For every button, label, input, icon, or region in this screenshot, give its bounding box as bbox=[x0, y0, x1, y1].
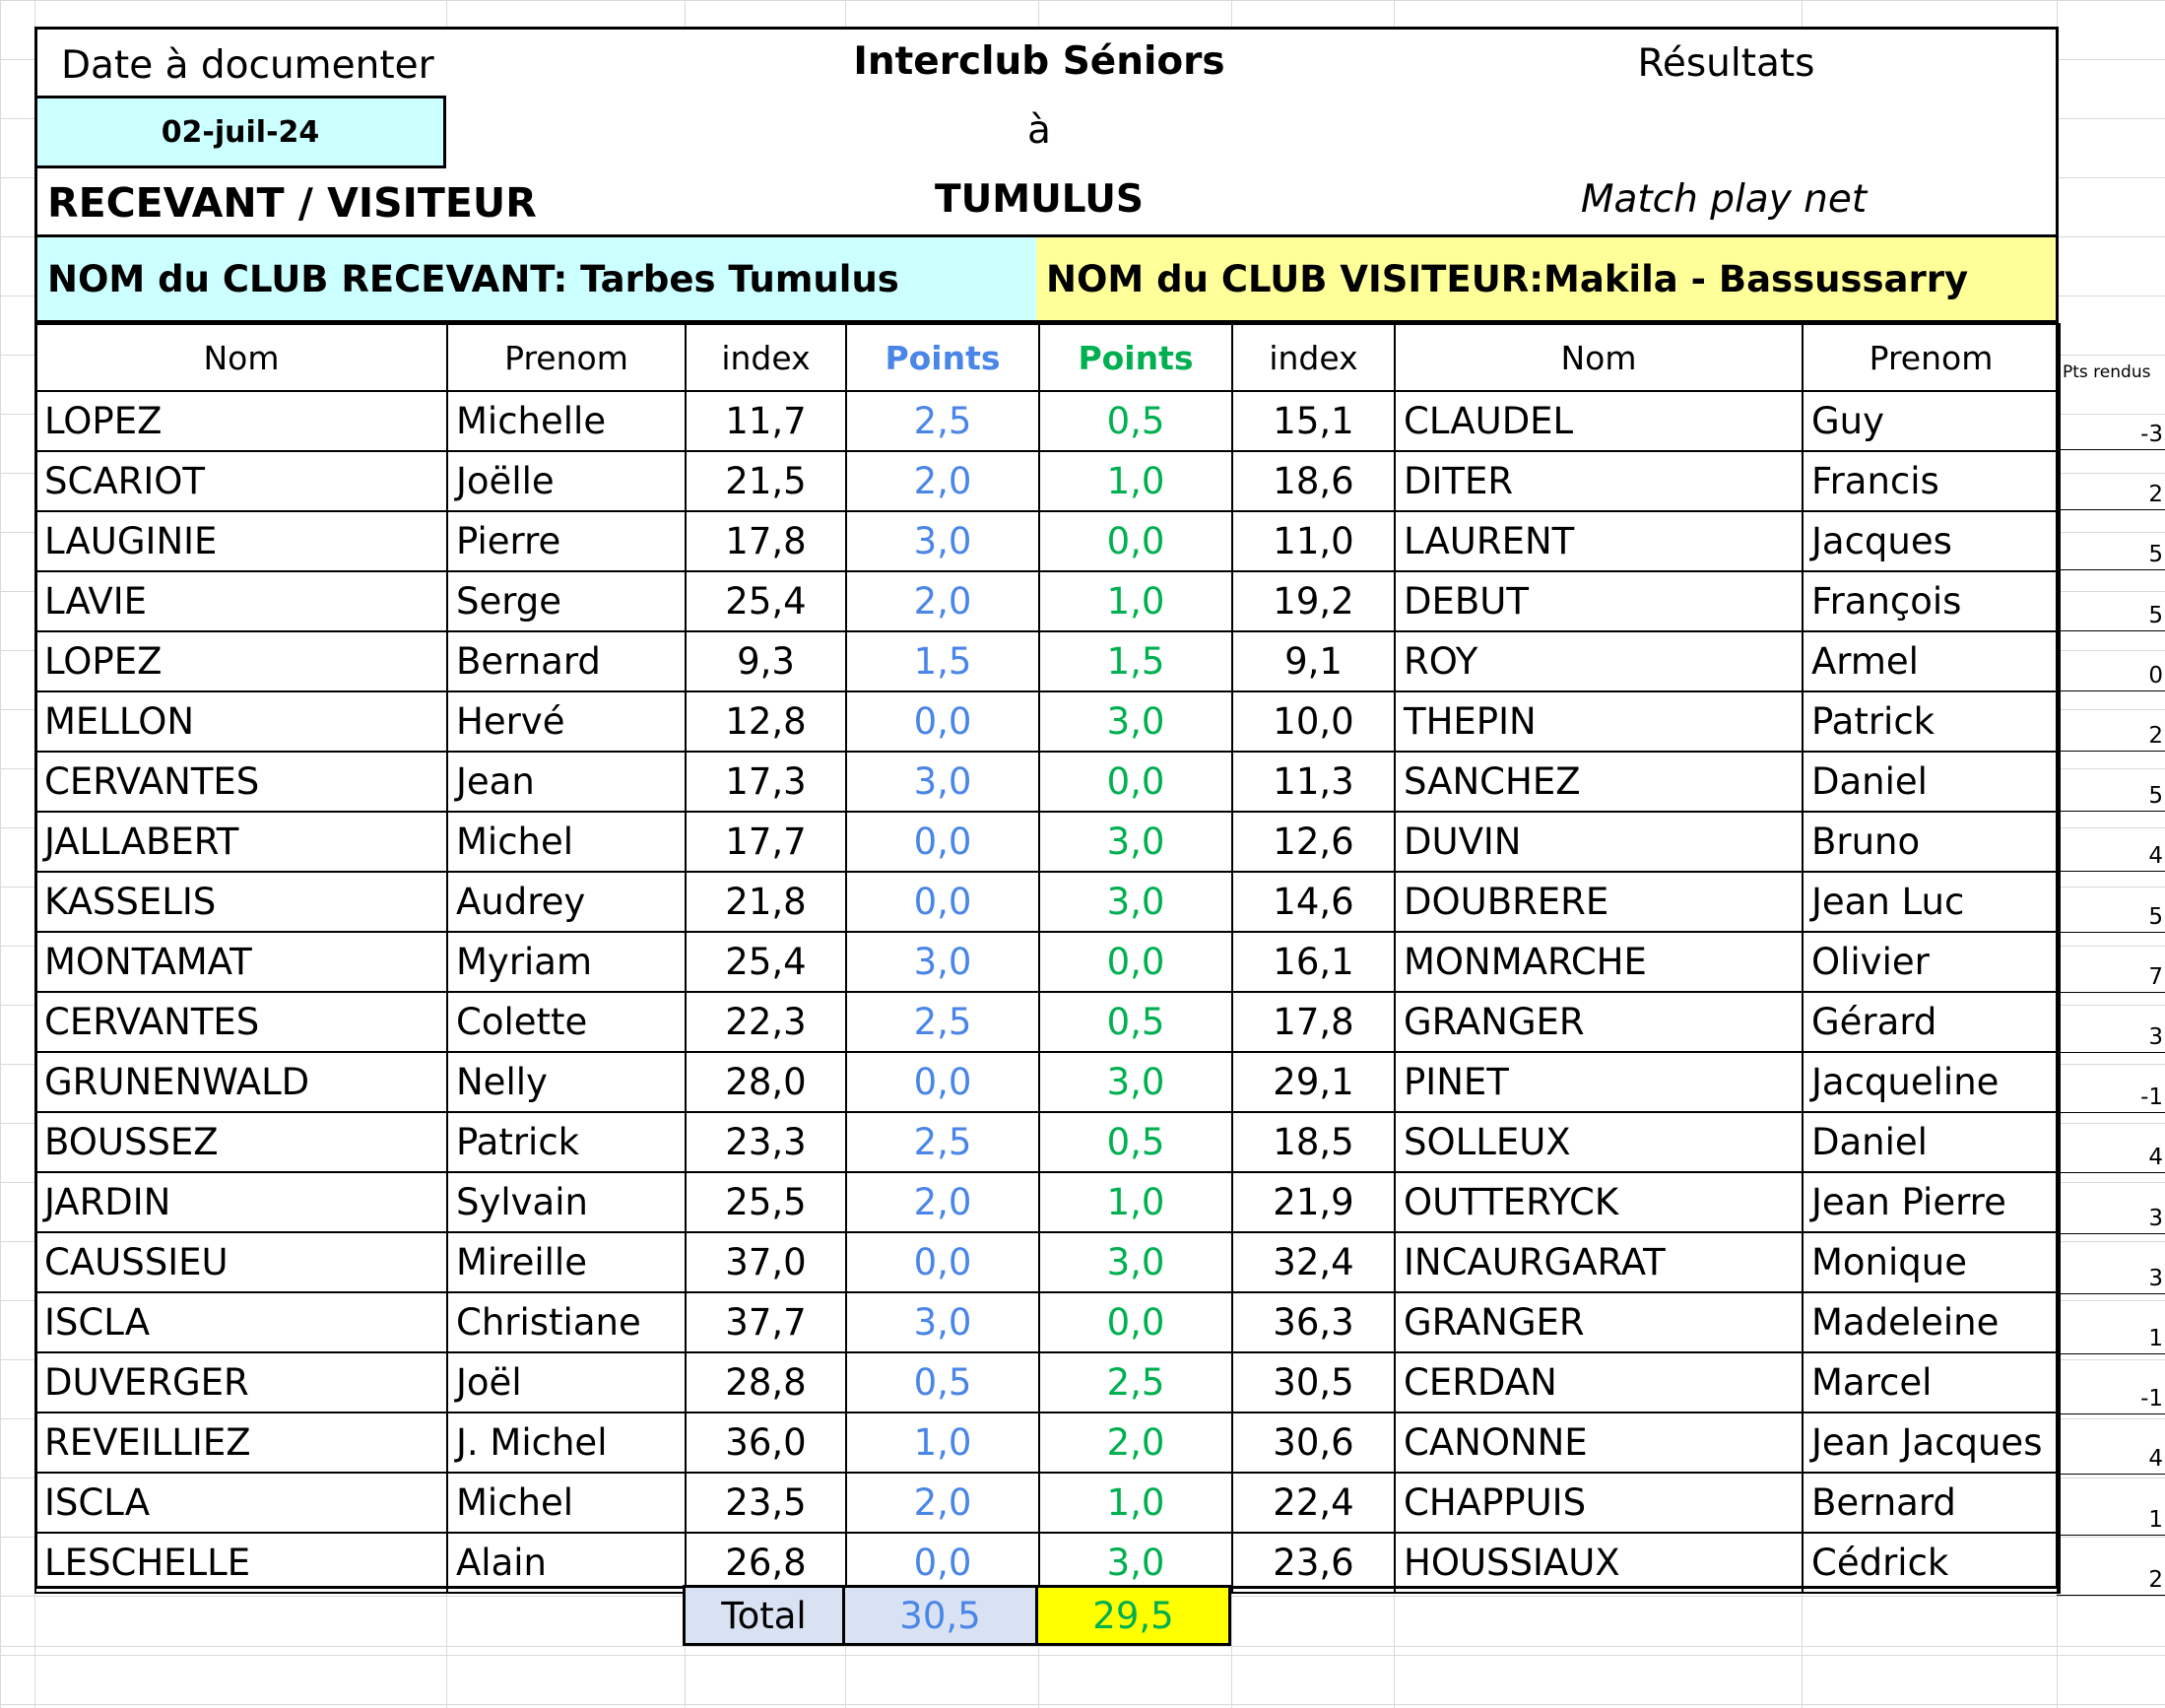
away-nom-cell[interactable]: DUVIN bbox=[1395, 812, 1803, 872]
home-points-cell[interactable]: 3,0 bbox=[846, 752, 1039, 812]
pts-rendus-cell[interactable]: 4 bbox=[2057, 812, 2165, 872]
home-index-cell[interactable]: 21,8 bbox=[686, 872, 846, 932]
total-away-points: 29,5 bbox=[1035, 1585, 1231, 1646]
pts-rendus-cell[interactable]: 5 bbox=[2057, 510, 2165, 570]
home-index-cell[interactable]: 17,3 bbox=[686, 752, 846, 812]
at-label: à bbox=[1027, 108, 1051, 153]
away-nom-cell[interactable]: INCAURGARAT bbox=[1395, 1232, 1803, 1292]
home-nom-cell[interactable]: LAVIE bbox=[35, 571, 447, 631]
away-points-cell[interactable]: 3,0 bbox=[1039, 1052, 1232, 1112]
away-index-cell[interactable]: 10,0 bbox=[1232, 691, 1395, 752]
pts-rendus-cell[interactable]: 3 bbox=[2057, 1234, 2165, 1294]
away-points-cell[interactable]: 3,0 bbox=[1039, 691, 1232, 752]
home-nom-cell[interactable]: JALLABERT bbox=[35, 812, 447, 872]
away-index-cell[interactable]: 18,6 bbox=[1232, 451, 1395, 511]
home-points-cell[interactable]: 2,5 bbox=[846, 992, 1039, 1052]
away-index-cell[interactable]: 29,1 bbox=[1232, 1052, 1395, 1112]
away-index-cell[interactable]: 30,6 bbox=[1232, 1412, 1395, 1473]
away-prenom-cell[interactable]: Monique bbox=[1803, 1232, 2060, 1292]
home-index-cell[interactable]: 21,5 bbox=[686, 451, 846, 511]
venue-label: TUMULUS bbox=[935, 177, 1144, 222]
away-prenom-cell[interactable]: François bbox=[1803, 571, 2060, 631]
away-index-cell[interactable]: 9,1 bbox=[1232, 631, 1395, 691]
col-header-away-nom: Nom bbox=[1395, 324, 1803, 391]
home-points-cell[interactable]: 0,5 bbox=[846, 1352, 1039, 1412]
home-points-cell[interactable]: 1,0 bbox=[846, 1412, 1039, 1473]
home-index-cell[interactable]: 25,4 bbox=[686, 571, 846, 631]
pts-rendus-cell[interactable]: -1 bbox=[2057, 1053, 2165, 1113]
away-points-cell[interactable]: 0,0 bbox=[1039, 752, 1232, 812]
away-index-cell[interactable]: 32,4 bbox=[1232, 1232, 1395, 1292]
table-row bbox=[35, 391, 2060, 451]
away-prenom-cell[interactable]: Jacqueline bbox=[1803, 1052, 2060, 1112]
table-row bbox=[35, 1412, 2060, 1473]
home-points-cell[interactable]: 2,5 bbox=[846, 1112, 1039, 1172]
away-prenom-cell[interactable]: Cédrick bbox=[1803, 1533, 2060, 1593]
away-prenom-cell[interactable]: Jacques bbox=[1803, 511, 2060, 571]
home-prenom-cell[interactable]: Sylvain bbox=[447, 1172, 686, 1232]
event-title: Interclub Séniors bbox=[853, 39, 1225, 84]
away-index-cell[interactable]: 19,2 bbox=[1232, 571, 1395, 631]
home-prenom-cell[interactable]: Michel bbox=[447, 812, 686, 872]
table-row bbox=[35, 752, 2060, 812]
home-prenom-cell[interactable]: Christiane bbox=[447, 1292, 686, 1352]
away-points-cell[interactable]: 3,0 bbox=[1039, 1232, 1232, 1292]
home-index-cell[interactable]: 17,8 bbox=[686, 511, 846, 571]
grid-line bbox=[0, 1646, 2165, 1647]
home-index-cell[interactable]: 37,0 bbox=[686, 1232, 846, 1292]
pts-rendus-cell[interactable]: 3 bbox=[2057, 993, 2165, 1053]
home-club-bar: NOM du CLUB RECEVANT: Tarbes Tumulus bbox=[34, 234, 1039, 323]
table-row bbox=[35, 872, 2060, 932]
home-index-cell[interactable]: 36,0 bbox=[686, 1412, 846, 1473]
away-prenom-cell[interactable]: Jean Pierre bbox=[1803, 1172, 2060, 1232]
format-label: Match play net bbox=[1580, 177, 1868, 222]
pts-rendus-cell[interactable]: 1 bbox=[2057, 1294, 2165, 1354]
home-nom-cell[interactable]: REVEILLIEZ bbox=[35, 1412, 447, 1473]
away-prenom-cell[interactable]: Marcel bbox=[1803, 1352, 2060, 1412]
home-points-cell[interactable]: 0,0 bbox=[846, 812, 1039, 872]
table-row bbox=[35, 1292, 2060, 1352]
pts-rendus-cell[interactable]: 5 bbox=[2057, 873, 2165, 933]
pts-rendus-cell[interactable]: 2 bbox=[2057, 450, 2165, 510]
home-index-cell[interactable]: 28,8 bbox=[686, 1352, 846, 1412]
away-points-cell[interactable]: 1,5 bbox=[1039, 631, 1232, 691]
home-points-cell[interactable]: 2,0 bbox=[846, 1172, 1039, 1232]
results-table bbox=[34, 323, 2061, 1594]
home-prenom-cell[interactable]: Jean bbox=[447, 752, 686, 812]
away-nom-cell[interactable]: SOLLEUX bbox=[1395, 1112, 1803, 1172]
home-nom-cell[interactable]: CERVANTES bbox=[35, 752, 447, 812]
results-label: Résultats bbox=[1637, 41, 1815, 86]
grid-line bbox=[0, 1704, 2165, 1705]
away-prenom-cell[interactable]: Bernard bbox=[1803, 1473, 2060, 1533]
home-nom-cell[interactable]: MELLON bbox=[35, 691, 447, 752]
away-points-cell[interactable]: 2,5 bbox=[1039, 1352, 1232, 1412]
home-points-cell[interactable]: 0,0 bbox=[846, 691, 1039, 752]
pts-rendus-cell[interactable]: -3 bbox=[2057, 390, 2165, 450]
table-header-row bbox=[35, 324, 2060, 391]
date-value-cell[interactable]: 02-juil-24 bbox=[34, 96, 446, 168]
home-index-cell[interactable]: 25,4 bbox=[686, 932, 846, 992]
away-nom-cell[interactable]: THEPIN bbox=[1395, 691, 1803, 752]
pts-rendus-column bbox=[2057, 390, 2165, 1592]
home-nom-cell[interactable]: JARDIN bbox=[35, 1172, 447, 1232]
table-row bbox=[35, 812, 2060, 872]
away-nom-cell[interactable]: CLAUDEL bbox=[1395, 391, 1803, 451]
pts-rendus-cell[interactable]: 4 bbox=[2057, 1113, 2165, 1173]
col-header-home-nom: Nom bbox=[35, 324, 447, 391]
away-nom-cell[interactable]: SANCHEZ bbox=[1395, 752, 1803, 812]
away-prenom-cell[interactable]: Jean Luc bbox=[1803, 872, 2060, 932]
away-nom-cell[interactable]: DEBUT bbox=[1395, 571, 1803, 631]
away-index-cell[interactable]: 22,4 bbox=[1232, 1473, 1395, 1533]
home-prenom-cell[interactable]: Pierre bbox=[447, 511, 686, 571]
home-index-cell[interactable]: 28,0 bbox=[686, 1052, 846, 1112]
home-prenom-cell[interactable]: Colette bbox=[447, 992, 686, 1052]
table-row bbox=[35, 992, 2060, 1052]
home-prenom-cell[interactable]: Michelle bbox=[447, 391, 686, 451]
home-prenom-cell[interactable]: Joël bbox=[447, 1352, 686, 1412]
table-row bbox=[35, 1112, 2060, 1172]
table-body bbox=[35, 391, 2060, 1593]
away-nom-cell[interactable]: GRANGER bbox=[1395, 992, 1803, 1052]
home-points-cell[interactable]: 0,0 bbox=[846, 1232, 1039, 1292]
away-prenom-cell[interactable]: Armel bbox=[1803, 631, 2060, 691]
home-nom-cell[interactable]: GRUNENWALD bbox=[35, 1052, 447, 1112]
away-points-cell[interactable]: 0,5 bbox=[1039, 1112, 1232, 1172]
away-prenom-cell[interactable]: Guy bbox=[1803, 391, 2060, 451]
away-points-cell[interactable]: 1,0 bbox=[1039, 451, 1232, 511]
away-points-cell[interactable]: 0,5 bbox=[1039, 992, 1232, 1052]
away-nom-cell[interactable]: MONMARCHE bbox=[1395, 932, 1803, 992]
home-prenom-cell[interactable]: Joëlle bbox=[447, 451, 686, 511]
away-nom-cell[interactable]: HOUSSIAUX bbox=[1395, 1533, 1803, 1593]
away-prenom-cell[interactable]: Jean Jacques bbox=[1803, 1412, 2060, 1473]
away-nom-cell[interactable]: DOUBRERE bbox=[1395, 872, 1803, 932]
pts-rendus-cell[interactable]: 5 bbox=[2057, 571, 2165, 631]
home-prenom-cell[interactable]: J. Michel bbox=[447, 1412, 686, 1473]
total-home-points: 30,5 bbox=[842, 1585, 1038, 1646]
home-index-cell[interactable]: 17,7 bbox=[686, 812, 846, 872]
away-prenom-cell[interactable]: Madeleine bbox=[1803, 1292, 2060, 1352]
away-points-cell[interactable]: 3,0 bbox=[1039, 1533, 1232, 1593]
home-points-cell[interactable]: 2,0 bbox=[846, 1473, 1039, 1533]
table-row bbox=[35, 1473, 2060, 1533]
away-points-cell[interactable]: 2,0 bbox=[1039, 1412, 1232, 1473]
table-row bbox=[35, 571, 2060, 631]
home-prenom-cell[interactable]: Serge bbox=[447, 571, 686, 631]
away-points-cell[interactable]: 1,0 bbox=[1039, 571, 1232, 631]
col-header-home-index: index bbox=[686, 324, 846, 391]
away-index-cell[interactable]: 21,9 bbox=[1232, 1172, 1395, 1232]
away-nom-cell[interactable]: DITER bbox=[1395, 451, 1803, 511]
away-points-cell[interactable]: 1,0 bbox=[1039, 1172, 1232, 1232]
home-prenom-cell[interactable]: Hervé bbox=[447, 691, 686, 752]
col-header-away-points: Points bbox=[1039, 324, 1232, 391]
away-points-cell[interactable]: 0,5 bbox=[1039, 391, 1232, 451]
home-points-cell[interactable]: 0,0 bbox=[846, 872, 1039, 932]
table-row bbox=[35, 932, 2060, 992]
away-prenom-cell[interactable]: Gérard bbox=[1803, 992, 2060, 1052]
pts-rendus-cell[interactable]: 1 bbox=[2057, 1476, 2165, 1536]
home-points-cell[interactable]: 2,5 bbox=[846, 391, 1039, 451]
home-nom-cell[interactable]: BOUSSEZ bbox=[35, 1112, 447, 1172]
pts-rendus-cell[interactable]: 2 bbox=[2057, 1536, 2165, 1596]
pts-rendus-cell[interactable]: 7 bbox=[2057, 933, 2165, 993]
home-nom-cell[interactable]: CAUSSIEU bbox=[35, 1232, 447, 1292]
away-index-cell[interactable]: 36,3 bbox=[1232, 1292, 1395, 1352]
table-row bbox=[35, 511, 2060, 571]
home-index-cell[interactable]: 11,7 bbox=[686, 391, 846, 451]
away-prenom-cell[interactable]: Patrick bbox=[1803, 691, 2060, 752]
table-row bbox=[35, 1352, 2060, 1412]
away-prenom-cell[interactable]: Bruno bbox=[1803, 812, 2060, 872]
col-header-away-index: index bbox=[1232, 324, 1395, 391]
away-index-cell[interactable]: 16,1 bbox=[1232, 932, 1395, 992]
home-index-cell[interactable]: 37,7 bbox=[686, 1292, 846, 1352]
table-row bbox=[35, 1232, 2060, 1292]
home-index-cell[interactable]: 25,5 bbox=[686, 1172, 846, 1232]
col-header-away-prenom: Prenom bbox=[1803, 324, 2060, 391]
home-nom-cell[interactable]: LOPEZ bbox=[35, 631, 447, 691]
away-index-cell[interactable]: 18,5 bbox=[1232, 1112, 1395, 1172]
away-points-cell[interactable]: 3,0 bbox=[1039, 812, 1232, 872]
home-index-cell[interactable]: 26,8 bbox=[686, 1533, 846, 1593]
home-points-cell[interactable]: 3,0 bbox=[846, 1292, 1039, 1352]
pts-rendus-cell[interactable]: 5 bbox=[2057, 752, 2165, 812]
away-club-bar: NOM du CLUB VISITEUR:Makila - Bassussarry bbox=[1036, 234, 2059, 323]
away-nom-cell[interactable]: CHAPPUIS bbox=[1395, 1473, 1803, 1533]
home-prenom-cell[interactable]: Bernard bbox=[447, 631, 686, 691]
away-index-cell[interactable]: 30,5 bbox=[1232, 1352, 1395, 1412]
home-points-cell[interactable]: 0,0 bbox=[846, 1533, 1039, 1593]
away-nom-cell[interactable]: CERDAN bbox=[1395, 1352, 1803, 1412]
home-points-cell[interactable]: 3,0 bbox=[846, 932, 1039, 992]
home-index-cell[interactable]: 9,3 bbox=[686, 631, 846, 691]
home-points-cell[interactable]: 1,5 bbox=[846, 631, 1039, 691]
home-nom-cell[interactable]: LOPEZ bbox=[35, 391, 447, 451]
away-index-cell[interactable]: 11,3 bbox=[1232, 752, 1395, 812]
away-nom-cell[interactable]: LAURENT bbox=[1395, 511, 1803, 571]
home-prenom-cell[interactable]: Myriam bbox=[447, 932, 686, 992]
col-header-home-prenom: Prenom bbox=[447, 324, 686, 391]
pts-rendus-cell[interactable]: 0 bbox=[2057, 631, 2165, 691]
table-row bbox=[35, 631, 2060, 691]
home-nom-cell[interactable]: SCARIOT bbox=[35, 451, 447, 511]
away-prenom-cell[interactable]: Francis bbox=[1803, 451, 2060, 511]
away-index-cell[interactable]: 14,6 bbox=[1232, 872, 1395, 932]
home-prenom-cell[interactable]: Patrick bbox=[447, 1112, 686, 1172]
away-index-cell[interactable]: 23,6 bbox=[1232, 1533, 1395, 1593]
home-points-cell[interactable]: 0,0 bbox=[846, 1052, 1039, 1112]
roles-label: RECEVANT / VISITEUR bbox=[47, 179, 537, 227]
pts-rendus-cell[interactable]: 2 bbox=[2057, 691, 2165, 752]
away-index-cell[interactable]: 17,8 bbox=[1232, 992, 1395, 1052]
table-row bbox=[35, 451, 2060, 511]
pts-rendus-cell[interactable]: 4 bbox=[2057, 1414, 2165, 1475]
table-row bbox=[35, 691, 2060, 752]
away-index-cell[interactable]: 12,6 bbox=[1232, 812, 1395, 872]
home-prenom-cell[interactable]: Mireille bbox=[447, 1232, 686, 1292]
home-points-cell[interactable]: 2,0 bbox=[846, 571, 1039, 631]
total-label: Total bbox=[683, 1585, 845, 1646]
away-nom-cell[interactable]: OUTTERYCK bbox=[1395, 1172, 1803, 1232]
table-row bbox=[35, 1172, 2060, 1232]
away-index-cell[interactable]: 11,0 bbox=[1232, 511, 1395, 571]
home-prenom-cell[interactable]: Michel bbox=[447, 1473, 686, 1533]
away-prenom-cell[interactable]: Daniel bbox=[1803, 752, 2060, 812]
home-prenom-cell[interactable]: Alain bbox=[447, 1533, 686, 1593]
home-nom-cell[interactable]: ISCLA bbox=[35, 1292, 447, 1352]
home-points-cell[interactable]: 3,0 bbox=[846, 511, 1039, 571]
home-nom-cell[interactable]: ISCLA bbox=[35, 1473, 447, 1533]
home-prenom-cell[interactable]: Audrey bbox=[447, 872, 686, 932]
pts-rendus-header: Pts rendus bbox=[2063, 362, 2151, 382]
away-nom-cell[interactable]: CANONNE bbox=[1395, 1412, 1803, 1473]
away-prenom-cell[interactable]: Olivier bbox=[1803, 932, 2060, 992]
date-label: Date à documenter bbox=[61, 43, 434, 88]
home-nom-cell[interactable]: CERVANTES bbox=[35, 992, 447, 1052]
away-points-cell[interactable]: 0,0 bbox=[1039, 932, 1232, 992]
away-points-cell[interactable]: 3,0 bbox=[1039, 872, 1232, 932]
home-nom-cell[interactable]: MONTAMAT bbox=[35, 932, 447, 992]
pts-rendus-cell[interactable]: 3 bbox=[2057, 1174, 2165, 1234]
away-nom-cell[interactable]: PINET bbox=[1395, 1052, 1803, 1112]
col-header-home-points: Points bbox=[846, 324, 1039, 391]
away-prenom-cell[interactable]: Daniel bbox=[1803, 1112, 2060, 1172]
home-points-cell[interactable]: 2,0 bbox=[846, 451, 1039, 511]
table-row bbox=[35, 1052, 2060, 1112]
away-points-cell[interactable]: 1,0 bbox=[1039, 1473, 1232, 1533]
table-row bbox=[35, 1533, 2060, 1593]
home-nom-cell[interactable]: DUVERGER bbox=[35, 1352, 447, 1412]
away-nom-cell[interactable]: GRANGER bbox=[1395, 1292, 1803, 1352]
home-index-cell[interactable]: 23,3 bbox=[686, 1112, 846, 1172]
home-nom-cell[interactable]: LESCHELLE bbox=[35, 1533, 447, 1593]
pts-rendus-cell[interactable]: -1 bbox=[2057, 1354, 2165, 1414]
away-points-cell[interactable]: 0,0 bbox=[1039, 511, 1232, 571]
home-index-cell[interactable]: 23,5 bbox=[686, 1473, 846, 1533]
away-points-cell[interactable]: 0,0 bbox=[1039, 1292, 1232, 1352]
home-nom-cell[interactable]: KASSELIS bbox=[35, 872, 447, 932]
home-prenom-cell[interactable]: Nelly bbox=[447, 1052, 686, 1112]
home-index-cell[interactable]: 22,3 bbox=[686, 992, 846, 1052]
home-index-cell[interactable]: 12,8 bbox=[686, 691, 846, 752]
away-nom-cell[interactable]: ROY bbox=[1395, 631, 1803, 691]
away-index-cell[interactable]: 15,1 bbox=[1232, 391, 1395, 451]
home-nom-cell[interactable]: LAUGINIE bbox=[35, 511, 447, 571]
